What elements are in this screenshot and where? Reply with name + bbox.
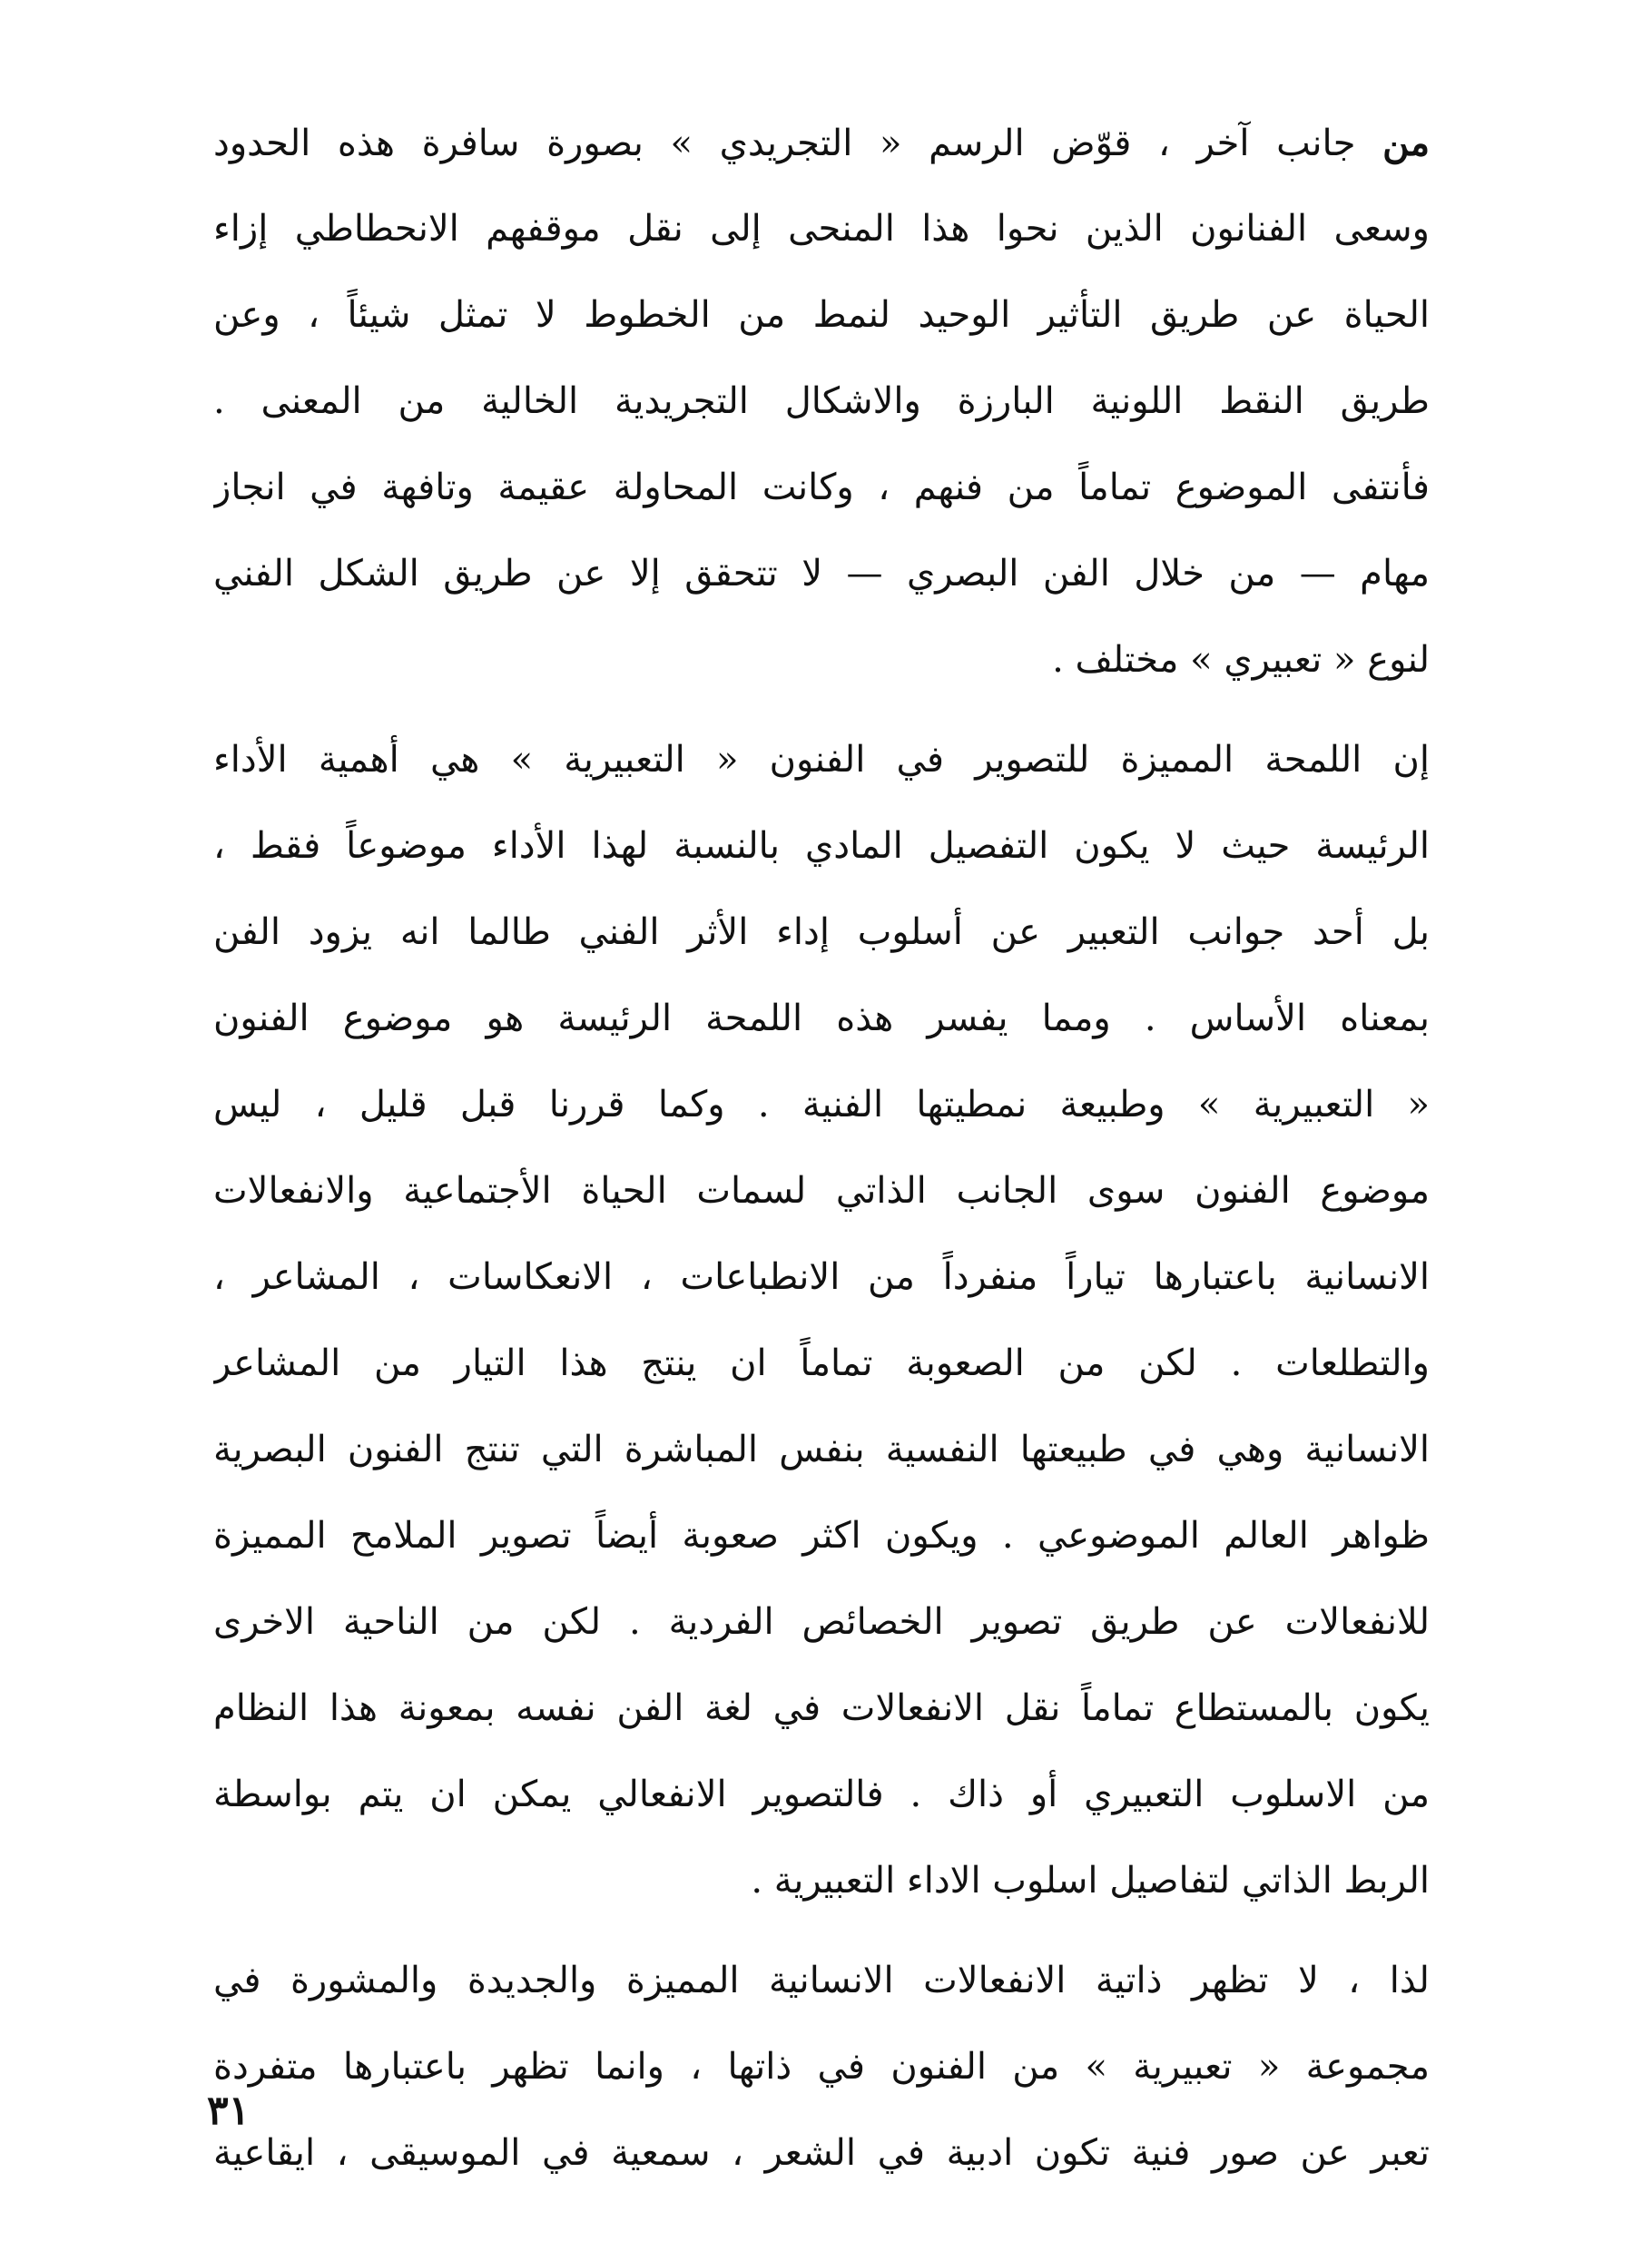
text-line: فأنتفى الموضوع تماماً من فنهم ، وكانت المحاولة عقيمة وتافهة في انجاز (213, 467, 1430, 508)
text-line: والتطلعات . لكن من الصعوبة تماماً ان ينتج هذا التيار من المشاعر (213, 1342, 1430, 1384)
text-line: طريق النقط اللونية البارزة والاشكال التجريدية الخالية من المعنى . (213, 380, 1430, 422)
text-line: الانسانية وهي في طبيعتها النفسية بنفس المباشرة التي تنتج الفنون البصرية (213, 1429, 1430, 1470)
paragraph-1 (213, 100, 1430, 703)
text-line: يكون بالمستطاع تماماً نقل الانفعالات في لغة الفن نفسه بمعونة هذا النظام (213, 1687, 1430, 1729)
text-line: لنوع « تعبيري » مختلف . (1052, 639, 1430, 681)
page-number: ٣١ (207, 2088, 251, 2134)
text-line: تعبر عن صور فنية تكون ادبية في الشعر ، سمعية في الموسيقى ، ايقاعية (213, 2132, 1430, 2174)
text-line: بل أحد جوانب التعبير عن أسلوب إداء الأثر الفني طالما انه يزود الفن (213, 911, 1430, 953)
text-line: وسعى الفنانون الذين نحوا هذا المنحى إلى نقل موقفهم الانحطاطي إزاء (213, 208, 1430, 250)
text-line: من الاسلوب التعبيري أو ذاك . فالتصوير الانفعالي يمكن ان يتم بواسطة (213, 1774, 1430, 1815)
body-text (213, 100, 1430, 2197)
text-line: الانسانية باعتبارها تياراً منفرداً من الانطباعات ، الانعكاسات ، المشاعر ، (213, 1256, 1430, 1298)
paragraph-3 (213, 1938, 1430, 2197)
text-line: الرئيسة حيث لا يكون التفصيل المادي بالنسبة لهذا الأداء موضوعاً فقط ، (213, 825, 1430, 867)
text-line: « التعبيرية » وطبيعة نمطيتها الفنية . وكما قررنا قبل قليل ، ليس (213, 1084, 1430, 1126)
text-line: مجموعة « تعبيرية » من الفنون في ذاتها ، وانما تظهر باعتبارها متفردة (213, 2046, 1430, 2088)
paragraph-gap (213, 1924, 1430, 1938)
text-line: الربط الذاتي لتفاصيل اسلوب الاداء التعبيرية . (751, 1860, 1430, 1902)
paragraph-2 (213, 717, 1430, 1924)
text-line: لذا ، لا تظهر ذاتية الانفعالات الانسانية المميزة والجديدة والمشورة في (213, 1960, 1430, 2001)
text-line (213, 100, 1430, 186)
paragraph-gap (213, 703, 1430, 717)
text-line: للانفعالات عن طريق تصوير الخصائص الفردية . لكن من الناحية الاخرى (213, 1601, 1430, 1643)
text-line: مهام — من خلال الفن البصري — لا تتحقق إلا عن طريق الشكل الفني (213, 553, 1430, 595)
text-line: ظواهر العالم الموضوعي . ويكون اكثر صعوبة أيضاً تصوير الملامح المميزة (213, 1515, 1430, 1557)
text-line: إن اللمحة المميزة للتصوير في الفنون « التعبيرية » هي أهمية الأداء (213, 739, 1430, 781)
text-line-rest: جانب آخر ، قوّض الرسم « التجريدي » بصورة سافرة هذه الحدود (213, 123, 1356, 164)
text-line: بمعناه الأساس . ومما يفسر هذه اللمحة الرئيسة هو موضوع الفنون (213, 998, 1430, 1039)
text-line: الحياة عن طريق التأثير الوحيد لنمط من الخطوط لا تمثل شيئاً ، وعن (213, 294, 1430, 336)
paragraph-lead-word: من (1382, 122, 1430, 164)
text-line: موضوع الفنون سوى الجانب الذاتي لسمات الحياة الأجتماعية والانفعالات (213, 1170, 1430, 1212)
